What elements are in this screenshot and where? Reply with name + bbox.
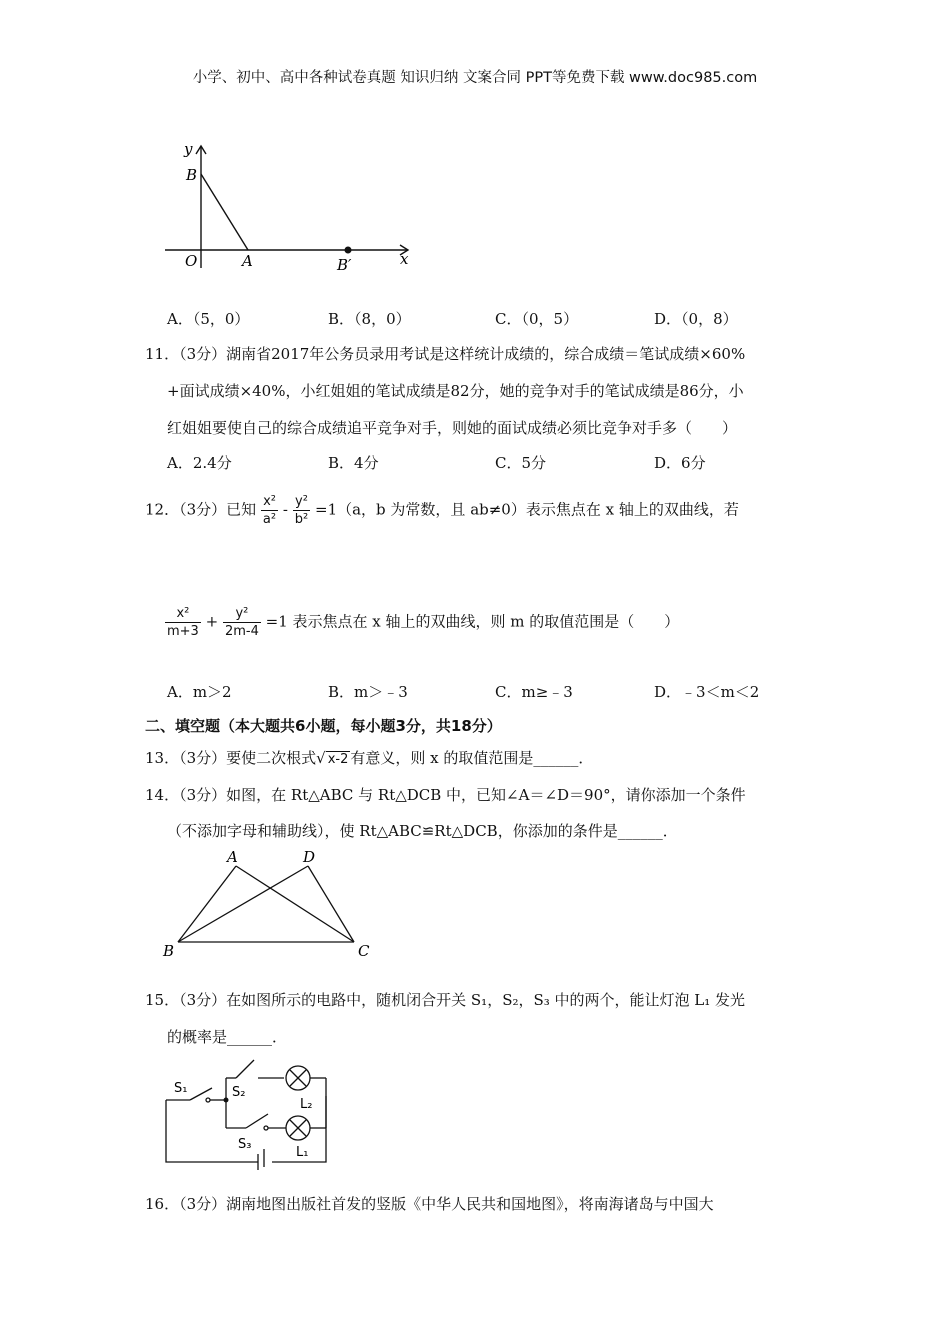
q12-plus: + xyxy=(205,612,219,631)
q12-g1-num: x² xyxy=(165,606,201,623)
q14-label-c: C xyxy=(358,942,370,960)
q12-fraction-gy xyxy=(223,606,261,639)
q15-circuit-figure xyxy=(160,1050,340,1170)
q10-option-b: B．（8，0） xyxy=(328,310,411,328)
q13-suffix: 有意义，则 x 的取值范围是______． xyxy=(350,749,594,767)
q12-f1-den: a² xyxy=(262,512,277,527)
q12-minus: - xyxy=(282,500,288,519)
q12-f2-den: b² xyxy=(294,512,309,527)
point-a-label: A xyxy=(242,252,253,270)
q14-line2: （不添加字母和辅助线），使 Rt△ABC≌Rt△DCB，你添加的条件是______． xyxy=(167,822,678,840)
q14-label-d: D xyxy=(303,848,316,866)
q12-rest: =1（a，b 为常数，且 ab≠0）表示焦点在 x 轴上的双曲线，若 xyxy=(315,500,739,519)
q11-line1: 11．（3分）湖南省2017年公务员录用考试是这样统计成绩的，综合成绩＝笔试成绩×60% xyxy=(145,345,746,363)
q14-figure xyxy=(158,846,378,962)
y-axis-label: y xyxy=(184,140,193,158)
q11-line3: 红姐姐要使自己的综合成绩追平竞争对手，则她的面试成绩必须比竞争对手多（ ） xyxy=(167,419,738,437)
q12-option-d: D．﹣3＜m＜2 xyxy=(654,683,760,701)
q12-g1-den: m+3 xyxy=(167,624,199,639)
q15-line1: 15．（3分）在如图所示的电路中，随机闭合开关 S₁，S₂，S₃ 中的两个，能让灯泡 L₁ 发光 xyxy=(145,991,746,1009)
q12-g2-num: y² xyxy=(223,606,261,623)
q13-prefix: 13．（3分）要使二次根式 xyxy=(145,749,317,767)
q10-option-a: A．（5，0） xyxy=(167,310,250,328)
q14-line1: 14．（3分）如图，在 Rt△ABC 与 Rt△DCB 中，已知∠A＝∠D＝90°，请你添加一个条件 xyxy=(145,786,746,804)
q14-label-a: A xyxy=(227,848,238,866)
s3-label: S₃ xyxy=(238,1137,252,1152)
q11-option-b: B．4分 xyxy=(328,454,379,472)
q10-option-c: C．（0，5） xyxy=(495,310,579,328)
q10-figure xyxy=(160,138,420,270)
q12-line2 xyxy=(165,606,679,639)
q11-line2: +面试成绩×40%，小红姐姐的笔试成绩是82分，她的竞争对手的笔试成绩是86分，小 xyxy=(167,382,744,400)
point-b-prime xyxy=(345,247,352,254)
q10-option-d: D．（0，8） xyxy=(654,310,738,328)
point-b-label: B xyxy=(186,166,198,184)
s1-label: S₁ xyxy=(174,1081,188,1096)
q12-prefix: 12．（3分）已知 xyxy=(145,500,257,519)
section-2-title: 二、填空题（本大题共6小题，每小题3分，共18分） xyxy=(145,717,502,735)
page-header: 小学、初中、高中各种试卷真题 知识归纳 文案合同 PPT等免费下载 www.doc985.com xyxy=(192,70,758,86)
q12-g2-den: 2m-4 xyxy=(224,624,259,639)
l1-label: L₁ xyxy=(296,1145,309,1160)
sqrt-icon: √ xyxy=(316,749,326,767)
q12-f2-num: y² xyxy=(293,494,310,511)
q14-label-b: B xyxy=(163,942,175,960)
q11-option-c: C．5分 xyxy=(495,454,547,472)
q12-option-a: A．m＞2 xyxy=(167,683,232,701)
q12-fraction-y xyxy=(293,494,310,527)
q13-line xyxy=(145,747,593,768)
q12-option-b: B．m＞﹣3 xyxy=(328,683,408,701)
q16-line1: 16．（3分）湖南地图出版社首发的竖版《中华人民共和国地图》，将南海诸岛与中国大 xyxy=(145,1195,714,1213)
q12-fraction-gx xyxy=(165,606,201,639)
q12-rest2: =1 表示焦点在 x 轴上的双曲线，则 m 的取值范围是（ ） xyxy=(265,612,680,631)
origin-label: O xyxy=(185,252,198,270)
point-b-prime-label: B′ xyxy=(337,256,352,270)
q12-option-c: C．m≥﹣3 xyxy=(495,683,573,701)
q11-option-d: D．6分 xyxy=(654,454,706,472)
s2-label: S₂ xyxy=(232,1085,246,1100)
q12-f1-num: x² xyxy=(261,494,278,511)
l2-label: L₂ xyxy=(300,1097,313,1112)
q12-fraction-x xyxy=(261,494,278,527)
q12-line1 xyxy=(145,494,739,527)
q13-radicand: x-2 xyxy=(327,752,349,767)
q15-line2: 的概率是______． xyxy=(167,1028,288,1046)
x-axis-label: x xyxy=(400,250,409,268)
q11-option-a: A．2.4分 xyxy=(167,454,232,472)
